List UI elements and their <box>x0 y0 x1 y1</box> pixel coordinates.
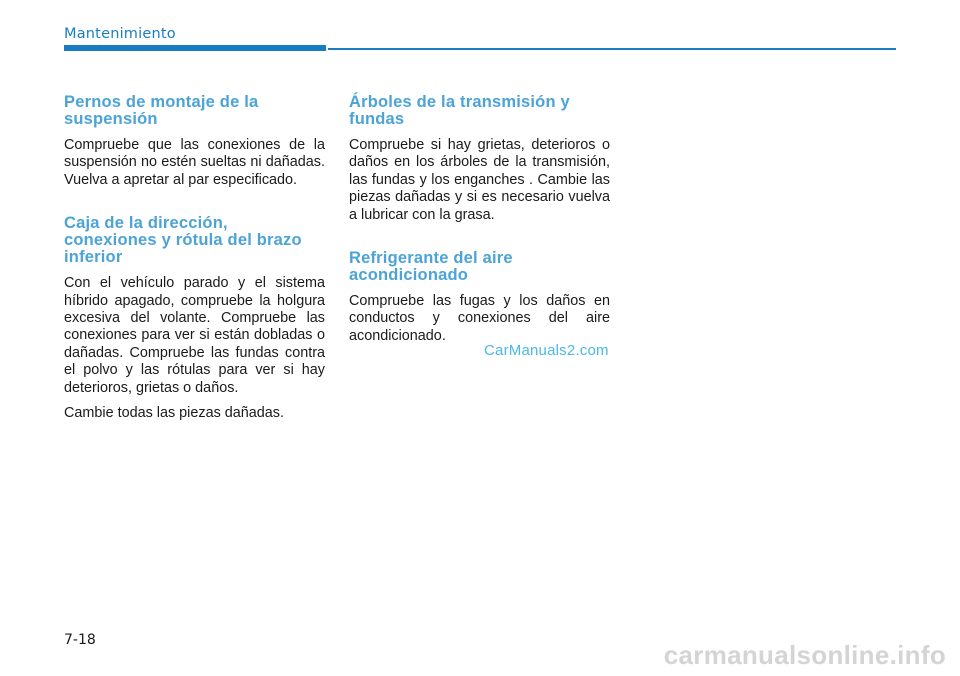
section-title: Mantenimiento <box>64 26 176 42</box>
section-paragraph: Compruebe si hay grietas, deterioros o daños en los árboles de la transmisión, las fundas y los enganches . Cambie las piezas dañadas y si es necesario vuelva a lubricar con la grasa. <box>349 137 610 223</box>
section-heading: Refrigerante del aire acondicionado <box>349 249 513 285</box>
section-heading: Árboles de la transmisión y fundas <box>349 93 570 128</box>
left-column <box>64 94 325 430</box>
page-number: 7-18 <box>64 632 96 648</box>
section-paragraph: Compruebe las fugas y los daños en conductos y conexiones del aire acondicionado. <box>349 293 610 344</box>
watermark-carmanualsonline: carmanualsonline.info <box>663 640 946 670</box>
section-drive-shafts <box>349 94 610 224</box>
header-rule-thin <box>328 48 896 50</box>
header-rule-thick <box>64 45 326 51</box>
section-heading: Pernos de montaje de la suspensión <box>64 93 259 128</box>
section-paragraph: Compruebe que las conexiones de la suspensión no estén sueltas ni dañadas. Vuelva a apretar al par especificado. <box>64 137 325 188</box>
right-column <box>349 94 610 353</box>
section-paragraph: Cambie todas las piezas dañadas. <box>64 405 284 422</box>
section-heading: Caja de la dirección, conexiones y rótula del brazo inferior <box>64 214 302 267</box>
section-ac-refrigerant <box>349 250 610 345</box>
section-paragraph: Con el vehículo parado y el sistema híbrido apagado, compruebe la holgura excesiva del volante. Compruebe las conexiones para ver si están dobladas o dañadas. Compruebe las fundas contra el polvo y las rótulas para ver si hay deterioros, grietas o daños. <box>64 275 325 396</box>
section-steering-box <box>64 215 325 422</box>
section-suspension-bolts <box>64 94 325 189</box>
watermark-carmanuals2: CarManuals2.com <box>484 342 609 359</box>
